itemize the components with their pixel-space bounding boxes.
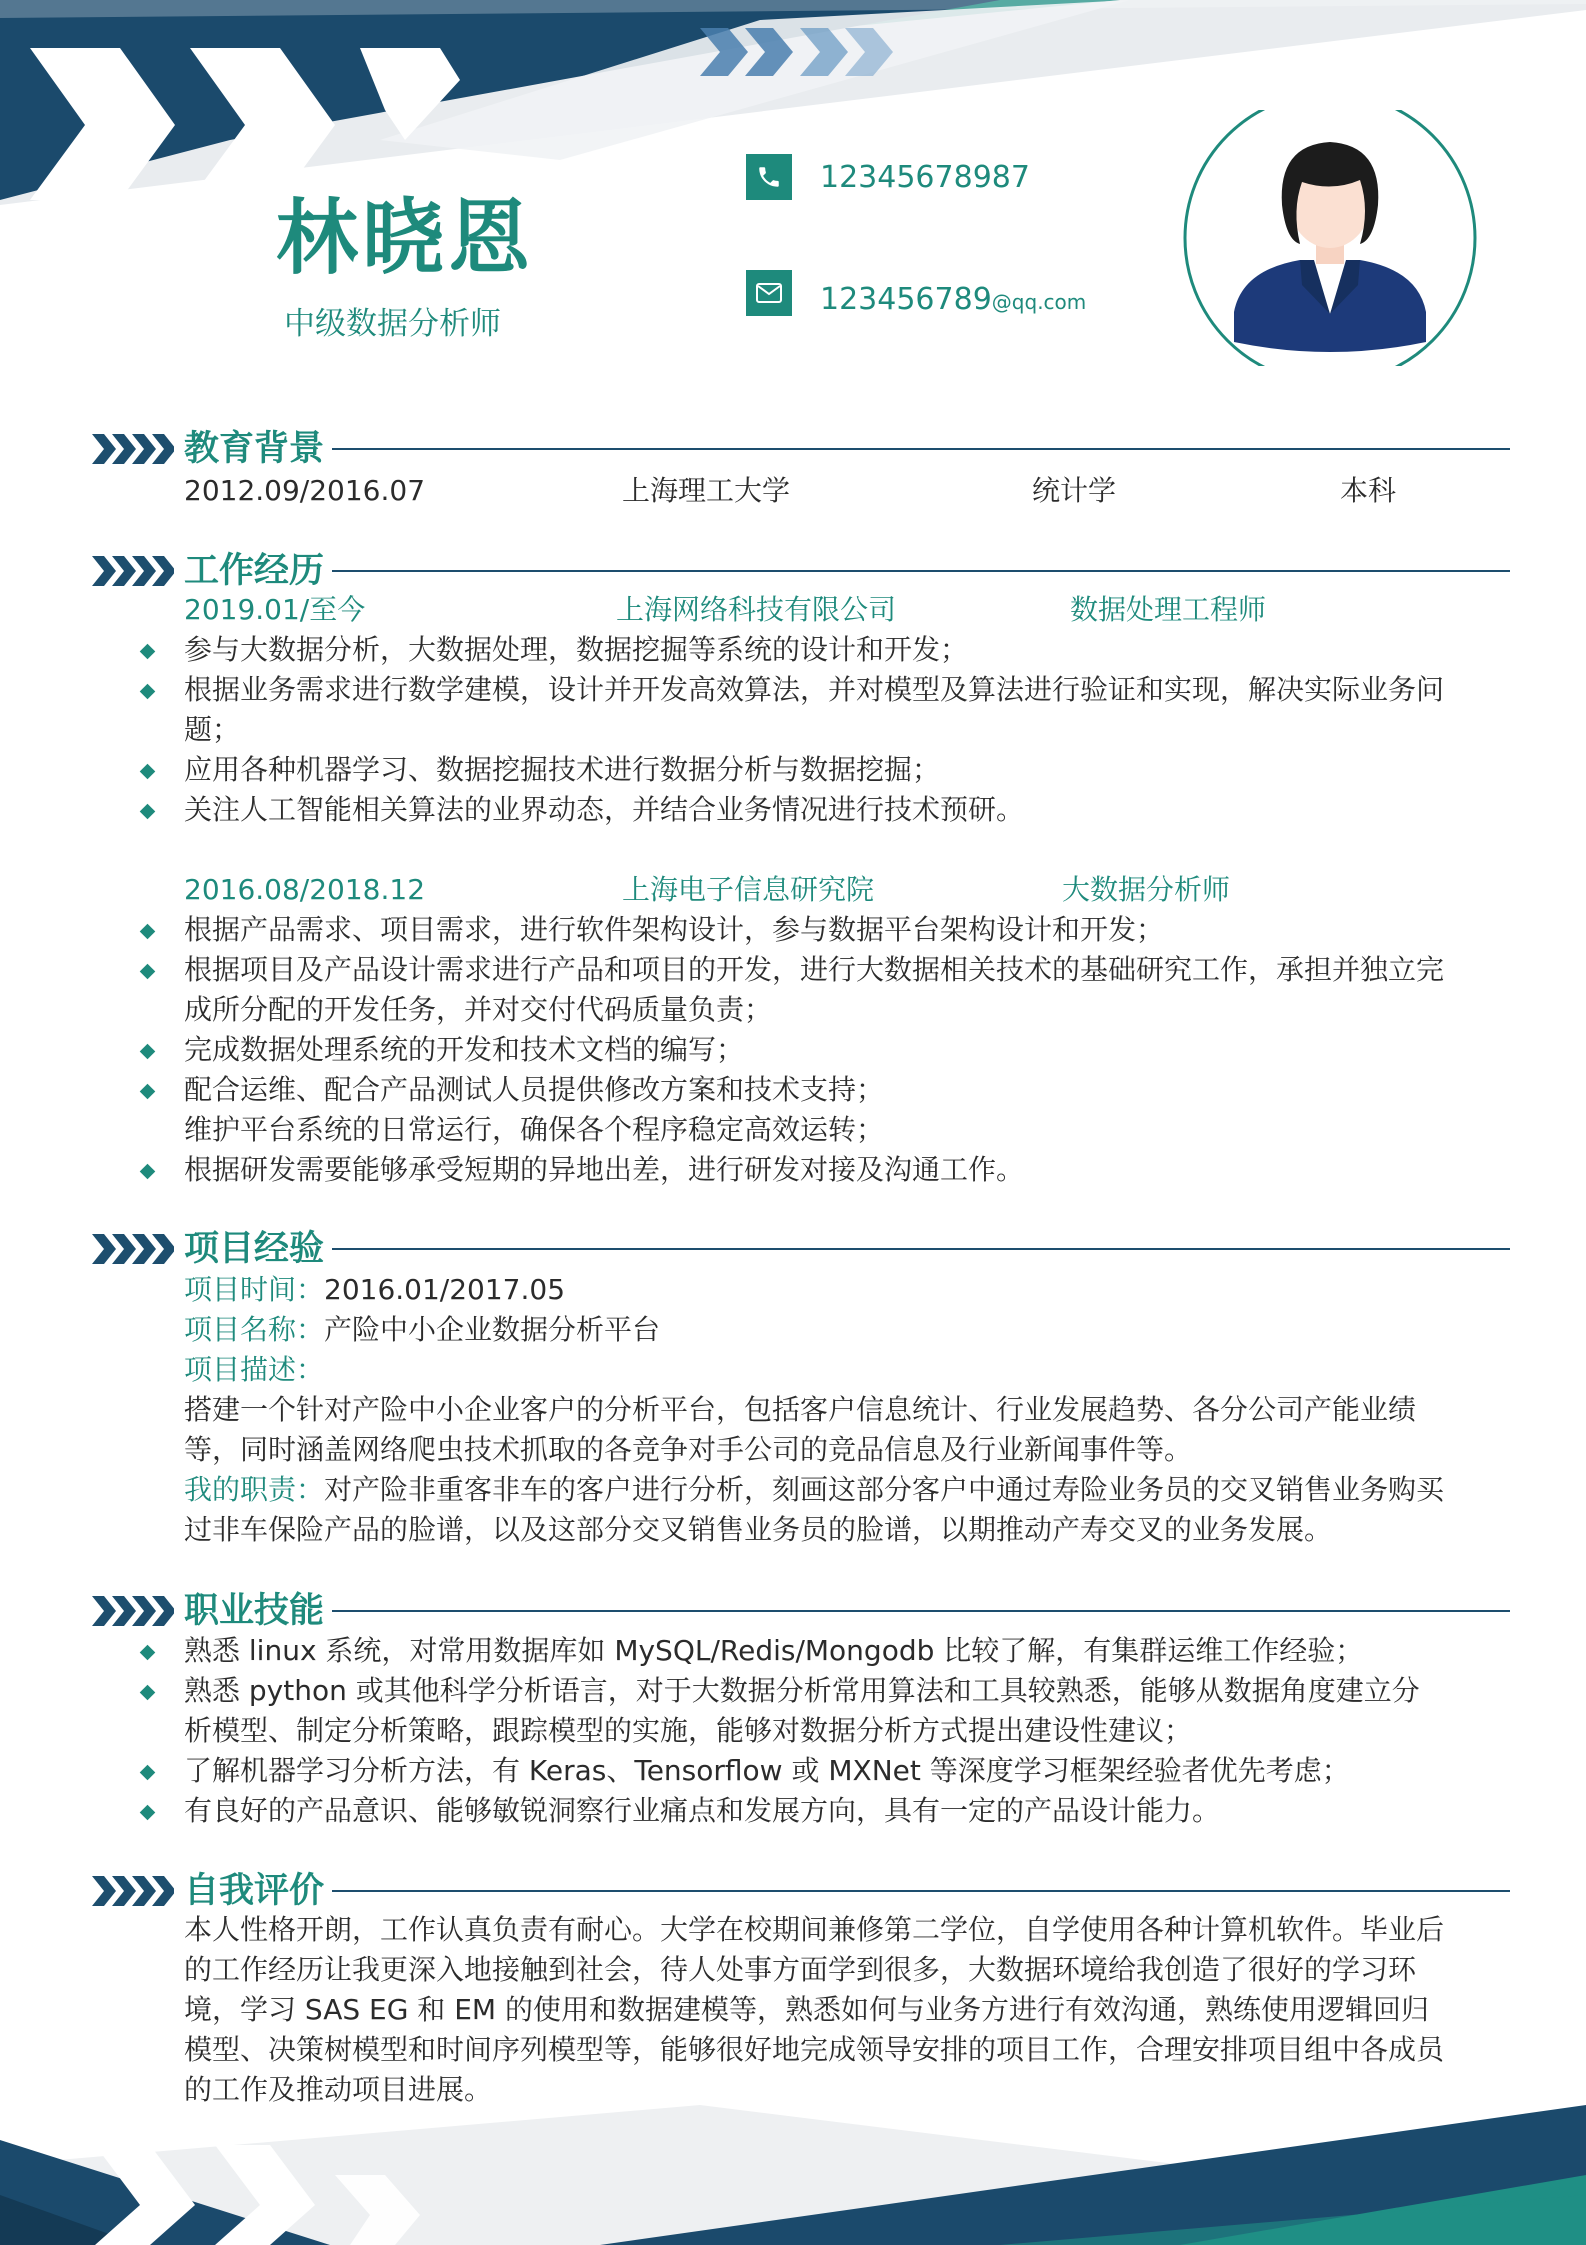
list-item: 根据项目及产品设计需求进行产品和项目的开发，进行大数据相关技术的基础研究工作，承担并独立完成所分配的开发任务，并对交付代码质量负责； — [184, 950, 1444, 1030]
list-item: 关注人工智能相关算法的业界动态，并结合业务情况进行技术预研。 — [184, 790, 1444, 830]
diamond-bullet-icon — [140, 764, 156, 780]
self-evaluation-text: 本人性格开朗，工作认真负责有耐心。大学在校期间兼修第二学位，自学使用各种计算机软件。毕业后的工作经历让我更深入地接触到社会，待人处事方面学到很多，大数据环境给我创造了很好的学习环境，学习 SAS EG 和 EM 的使用和数据建模等，熟悉如何与业务方进行有效沟通，熟练使用逻辑回归模型、决策树模型和时间序列模型等，能够很好地完成领导安排的项目工作，合理安排项目组中各成员的工作及推动项目进展。 — [184, 1913, 1445, 2106]
list-item: 根据产品需求、项目需求，进行软件架构设计，参与数据平台架构设计和开发； — [184, 910, 1444, 950]
section-divider — [332, 1248, 1510, 1250]
diamond-bullet-icon — [140, 804, 156, 820]
section-title: 工作经历 — [184, 551, 325, 591]
chevrons-icon — [92, 434, 174, 464]
section-title: 项目经验 — [184, 1229, 325, 1269]
list-item: 根据研发需要能够承受短期的异地出差，进行研发对接及沟通工作。 — [184, 1150, 1444, 1190]
list-item: 配合运维、配合产品测试人员提供修改方案和技术支持； — [184, 1070, 1444, 1110]
diamond-bullet-icon — [140, 1044, 156, 1060]
diamond-bullet-icon — [140, 924, 156, 940]
phone-icon — [746, 154, 792, 200]
list-item: 有良好的产品意识、能够敏锐洞察行业痛点和发展方向，具有一定的产品设计能力。 — [184, 1791, 1444, 1831]
candidate-name: 林晓恩 — [276, 191, 535, 286]
job-duties-list — [184, 630, 1444, 830]
job-period: 2019.01/至今 — [184, 593, 366, 626]
project-name: 项目名称：产险中小企业数据分析平台 — [184, 1313, 661, 1346]
diamond-bullet-icon — [140, 644, 156, 660]
section-title: 职业技能 — [184, 1591, 325, 1631]
education-major: 统计学 — [1032, 474, 1117, 507]
section-work-header — [92, 548, 1510, 594]
project-description: 搭建一个针对产险中小企业客户的分析平台，包括客户信息统计、行业发展趋势、各分公司产能业绩等，同时涵盖网络爬虫技术抓取的各竞争对手公司的竞品信息及行业新闻事件等。 — [184, 1393, 1417, 1466]
list-item: 根据业务需求进行数学建模，设计并开发高效算法，并对模型及算法进行验证和实现，解决实际业务问题； — [184, 670, 1444, 750]
project-time: 项目时间：2016.01/2017.05 — [184, 1273, 566, 1306]
diamond-bullet-icon — [140, 1645, 156, 1661]
section-divider — [332, 1890, 1510, 1892]
diamond-bullet-icon — [140, 964, 156, 980]
chevrons-icon — [92, 1234, 174, 1264]
email-address — [820, 282, 1086, 317]
diamond-bullet-icon — [140, 1685, 156, 1701]
list-item: 熟悉 python 或其他科学分析语言，对于大数据分析常用算法和工具较熟悉，能够从数据角度建立分析模型、制定分析策略，跟踪模型的实施，能够对数据分析方式提出建设性建议； — [184, 1671, 1444, 1751]
job-role: 大数据分析师 — [1062, 873, 1231, 906]
email-domain: @qq.com — [991, 290, 1087, 314]
list-item: 维护平台系统的日常运行，确保各个程序稳定高效运转； — [184, 1113, 885, 1146]
education-school: 上海理工大学 — [622, 474, 791, 507]
job-duties-list — [184, 910, 1444, 1190]
section-education-header — [92, 426, 1510, 472]
list-item: 参与大数据分析，大数据处理，数据挖掘等系统的设计和开发； — [184, 630, 1444, 670]
skills-list — [184, 1631, 1444, 1831]
chevrons-icon — [92, 556, 174, 586]
section-title: 自我评价 — [184, 1871, 325, 1911]
mail-icon — [746, 270, 792, 316]
section-title: 教育背景 — [184, 429, 325, 469]
section-divider — [332, 1610, 1510, 1612]
section-skills-header — [92, 1588, 1510, 1634]
job-role: 数据处理工程师 — [1070, 593, 1267, 626]
job-company: 上海电子信息研究院 — [622, 873, 875, 906]
diamond-bullet-icon — [140, 1084, 156, 1100]
project-duty: 我的职责：对产险非重客非车的客户进行分析，刻画这部分客户中通过寿险业务员的交叉销售业务购买过非车保险产品的脸谱，以及这部分交叉销售业务员的脸谱，以期推动产寿交叉的业务发展。 — [184, 1473, 1445, 1546]
education-degree: 本科 — [1340, 474, 1397, 507]
section-divider — [332, 448, 1510, 450]
list-item: 熟悉 linux 系统，对常用数据库如 MySQL/Redis/Mongodb 比较了解，有集群运维工作经验； — [184, 1631, 1444, 1671]
job-period: 2016.08/2018.12 — [184, 873, 426, 906]
list-item: 完成数据处理系统的开发和技术文档的编写； — [184, 1030, 1444, 1070]
diamond-bullet-icon — [140, 1164, 156, 1180]
job-title: 中级数据分析师 — [284, 306, 501, 342]
list-item: 应用各种机器学习、数据挖掘技术进行数据分析与数据挖掘； — [184, 750, 1444, 790]
email-user: 123456789 — [820, 282, 992, 317]
chevrons-icon — [92, 1596, 174, 1626]
list-item: 了解机器学习分析方法，有 Keras、Tensorflow 或 MXNet 等深度学习框架经验者优先考虑； — [184, 1751, 1444, 1791]
diamond-bullet-icon — [140, 1805, 156, 1821]
diamond-bullet-icon — [140, 1765, 156, 1781]
project-desc-label: 项目描述： — [184, 1353, 325, 1386]
diamond-bullet-icon — [140, 684, 156, 700]
section-divider — [332, 570, 1510, 572]
section-project-header — [92, 1226, 1510, 1272]
job-company: 上海网络科技有限公司 — [616, 593, 897, 626]
chevrons-icon — [92, 1876, 174, 1906]
avatar — [1182, 110, 1478, 366]
education-period: 2012.09/2016.07 — [184, 474, 426, 507]
section-self-eval-header — [92, 1868, 1510, 1914]
phone-number: 12345678987 — [820, 160, 1030, 195]
